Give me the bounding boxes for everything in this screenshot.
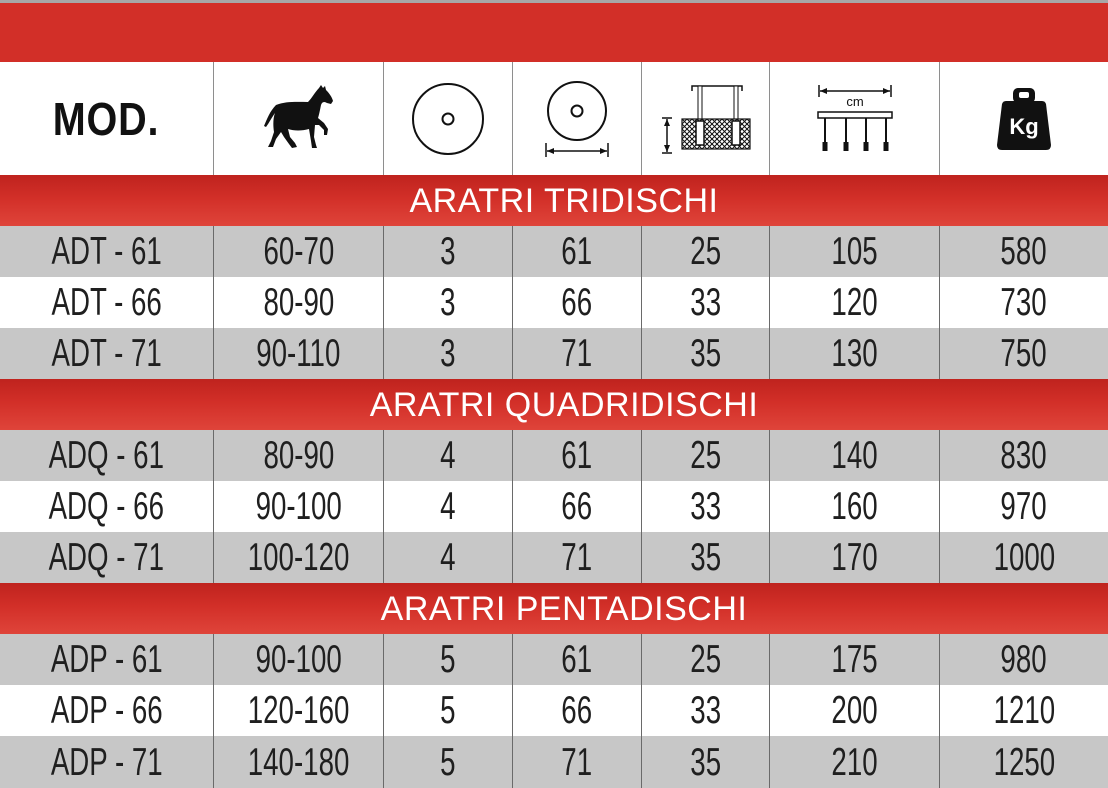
working-width-cell xyxy=(769,736,939,788)
disc-count-value: 5 xyxy=(440,689,456,732)
weight-cell xyxy=(939,685,1108,736)
working-depth-value: 33 xyxy=(690,689,721,732)
disc-diameter-cell xyxy=(512,634,641,685)
weight-cell xyxy=(939,532,1108,583)
disc-diameter-value: 71 xyxy=(561,740,593,784)
horse-power-value: 100-120 xyxy=(247,536,350,579)
disc-diameter-cell xyxy=(512,328,641,379)
weight-unit-label: Kg xyxy=(1009,113,1039,139)
model-value: ADQ - 61 xyxy=(48,434,165,477)
disc-count-cell xyxy=(383,634,512,685)
disc-diameter-cell xyxy=(512,430,641,481)
working-width-cell xyxy=(769,226,939,277)
working-width-value: 210 xyxy=(831,740,878,784)
table-row xyxy=(0,430,1108,481)
section-title-pentadischi xyxy=(0,583,1108,634)
model-cell xyxy=(0,685,213,736)
weight-value: 830 xyxy=(1000,434,1048,477)
weight-cell xyxy=(939,328,1108,379)
disc-diameter-cell xyxy=(512,736,641,788)
model-cell xyxy=(0,430,213,481)
working-width-value: 120 xyxy=(831,281,878,324)
horse-power-cell xyxy=(213,736,383,788)
section-title-tridischi xyxy=(0,175,1108,226)
disc-count-value: 5 xyxy=(440,638,456,681)
working-depth-cell xyxy=(641,277,769,328)
horse-power-cell xyxy=(213,481,383,532)
width-unit-label: cm xyxy=(845,93,864,109)
horse-power-value: 90-100 xyxy=(255,485,342,528)
working-depth-cell xyxy=(641,532,769,583)
working-width-cell xyxy=(769,634,939,685)
model-cell xyxy=(0,532,213,583)
disc-diameter-cell xyxy=(512,532,641,583)
weight-icon xyxy=(997,87,1051,151)
weight-value: 970 xyxy=(1000,485,1048,528)
weight-value: 750 xyxy=(1000,332,1048,375)
disc-count-cell xyxy=(383,226,512,277)
disc-icon xyxy=(411,82,485,156)
model-cell xyxy=(0,226,213,277)
horse-power-value: 80-90 xyxy=(263,281,334,324)
model-value: ADT - 61 xyxy=(51,230,162,273)
model-column-label: MOD. xyxy=(53,92,160,145)
weight-cell xyxy=(939,226,1108,277)
disc-diameter-cell xyxy=(512,226,641,277)
model-value: ADP - 71 xyxy=(50,740,163,784)
horse-power-cell xyxy=(213,226,383,277)
disc-count-value: 3 xyxy=(440,230,456,273)
table-row xyxy=(0,226,1108,277)
working-width-cell xyxy=(769,328,939,379)
weight-value: 1210 xyxy=(993,689,1055,732)
disc-count-value: 5 xyxy=(440,740,456,784)
header-horse-power xyxy=(213,62,383,175)
disc-count-value: 4 xyxy=(440,485,456,528)
horse-power-cell xyxy=(213,430,383,481)
working-depth-value: 25 xyxy=(690,434,721,477)
header-model xyxy=(0,62,213,175)
model-cell xyxy=(0,328,213,379)
horse-power-value: 60-70 xyxy=(263,230,334,273)
header-disc-diameter xyxy=(512,62,641,175)
working-width-cell xyxy=(769,277,939,328)
model-value: ADT - 71 xyxy=(51,332,162,375)
section-title-quadridischi xyxy=(0,379,1108,430)
header-weight xyxy=(939,62,1108,175)
horse-power-cell xyxy=(213,277,383,328)
table-row xyxy=(0,685,1108,736)
horse-power-cell xyxy=(213,685,383,736)
disc-count-cell xyxy=(383,328,512,379)
top-banner xyxy=(0,0,1108,62)
disc-diameter-value: 61 xyxy=(561,638,593,681)
section-title-label: ARATRI TRIDISCHI xyxy=(409,181,719,220)
disc-count-cell xyxy=(383,277,512,328)
horse-power-cell xyxy=(213,532,383,583)
model-value: ADQ - 71 xyxy=(48,536,165,579)
disc-diameter-value: 66 xyxy=(561,485,593,528)
table-header xyxy=(0,62,1108,175)
working-depth-value: 33 xyxy=(690,485,721,528)
working-width-value: 160 xyxy=(831,485,878,528)
weight-value: 730 xyxy=(1000,281,1048,324)
disc-diameter-value: 61 xyxy=(561,230,593,273)
working-depth-cell xyxy=(641,685,769,736)
weight-cell xyxy=(939,277,1108,328)
working-depth-icon xyxy=(660,81,752,157)
table-row xyxy=(0,634,1108,685)
horse-power-value: 80-90 xyxy=(263,434,334,477)
working-depth-cell xyxy=(641,328,769,379)
table-row xyxy=(0,277,1108,328)
horse-icon xyxy=(264,85,334,153)
working-depth-value: 35 xyxy=(690,536,721,579)
working-depth-value: 35 xyxy=(690,740,721,784)
model-cell xyxy=(0,481,213,532)
disc-count-cell xyxy=(383,736,512,788)
disc-diameter-value: 66 xyxy=(561,281,593,324)
disc-count-cell xyxy=(383,685,512,736)
disc-count-value: 3 xyxy=(440,281,456,324)
horse-power-value: 140-180 xyxy=(247,740,350,784)
disc-diameter-value: 71 xyxy=(561,536,593,579)
header-working-depth xyxy=(641,62,769,175)
model-cell xyxy=(0,736,213,788)
working-depth-value: 33 xyxy=(690,281,721,324)
disc-diameter-value: 61 xyxy=(561,434,593,477)
working-depth-value: 25 xyxy=(690,230,721,273)
model-cell xyxy=(0,634,213,685)
working-width-icon xyxy=(816,82,894,156)
working-depth-value: 25 xyxy=(690,638,721,681)
model-value: ADQ - 66 xyxy=(48,485,165,528)
disc-count-cell xyxy=(383,430,512,481)
weight-value: 1250 xyxy=(993,740,1055,784)
disc-count-value: 4 xyxy=(440,434,456,477)
section-title-label: ARATRI PENTADISCHI xyxy=(380,589,748,628)
weight-cell xyxy=(939,481,1108,532)
disc-diameter-cell xyxy=(512,277,641,328)
table-row xyxy=(0,736,1108,788)
working-width-value: 200 xyxy=(831,689,878,732)
weight-cell xyxy=(939,430,1108,481)
disc-count-cell xyxy=(383,481,512,532)
disc-diameter-value: 66 xyxy=(561,689,593,732)
horse-power-cell xyxy=(213,634,383,685)
weight-value: 980 xyxy=(1000,638,1048,681)
weight-cell xyxy=(939,634,1108,685)
header-working-width xyxy=(769,62,939,175)
working-width-value: 105 xyxy=(831,230,878,273)
working-width-cell xyxy=(769,481,939,532)
disc-count-value: 4 xyxy=(440,536,456,579)
model-cell xyxy=(0,277,213,328)
working-depth-value: 35 xyxy=(690,332,721,375)
working-depth-cell xyxy=(641,634,769,685)
model-value: ADP - 61 xyxy=(50,638,163,681)
section-title-label: ARATRI QUADRIDISCHI xyxy=(369,385,759,424)
disc-diameter-value: 71 xyxy=(561,332,593,375)
model-value: ADT - 66 xyxy=(51,281,162,324)
working-width-value: 170 xyxy=(831,536,878,579)
working-depth-cell xyxy=(641,430,769,481)
horse-power-value: 90-100 xyxy=(255,638,342,681)
table-row xyxy=(0,481,1108,532)
working-depth-cell xyxy=(641,736,769,788)
working-width-value: 175 xyxy=(831,638,878,681)
table-row xyxy=(0,328,1108,379)
disc-count-cell xyxy=(383,532,512,583)
disc-count-value: 3 xyxy=(440,332,456,375)
working-width-cell xyxy=(769,430,939,481)
working-width-value: 130 xyxy=(831,332,878,375)
working-depth-cell xyxy=(641,226,769,277)
table-row xyxy=(0,532,1108,583)
weight-value: 580 xyxy=(1000,230,1048,273)
header-disc-count xyxy=(383,62,512,175)
model-value: ADP - 66 xyxy=(50,689,163,732)
working-width-cell xyxy=(769,532,939,583)
horse-power-value: 120-160 xyxy=(247,689,350,732)
disc-diameter-icon xyxy=(544,80,610,158)
working-depth-cell xyxy=(641,481,769,532)
horse-power-value: 90-110 xyxy=(256,332,341,375)
working-width-cell xyxy=(769,685,939,736)
disc-diameter-cell xyxy=(512,481,641,532)
horse-power-cell xyxy=(213,328,383,379)
weight-value: 1000 xyxy=(993,536,1055,579)
working-width-value: 140 xyxy=(831,434,878,477)
weight-cell xyxy=(939,736,1108,788)
disc-diameter-cell xyxy=(512,685,641,736)
